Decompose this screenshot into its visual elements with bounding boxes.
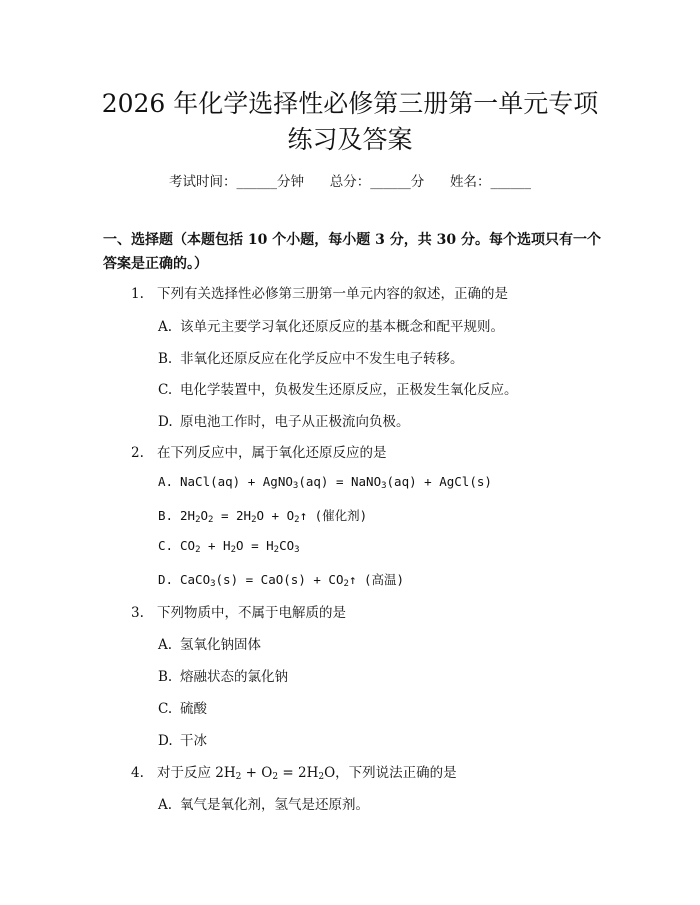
q1-option-a <box>158 315 504 335</box>
question-number: 3. <box>131 605 144 621</box>
option-text: 氧气是氧化剂，氢气是还原剂。 <box>180 797 369 813</box>
formula-part: (aq) = NaNO <box>298 474 382 489</box>
score-label: 总分： <box>329 174 371 190</box>
question-stem: 在下列反应中，属于氧化还原反应的是 <box>157 445 387 461</box>
formula-part: CaCO <box>180 572 211 587</box>
q1-option-b <box>158 347 464 367</box>
option-label: B. <box>158 351 173 367</box>
formula-subscript: 2 <box>230 545 237 555</box>
section-heading: 一、选择题（本题包括 10 个小题，每小题 3 分，共 30 分。每个选项只有一个答案是正确的。） <box>103 232 601 272</box>
name-label: 姓名： <box>450 174 491 190</box>
title-line-2: 练习及答案 <box>287 125 413 154</box>
q1-option-c <box>158 378 518 398</box>
formula-part: (s) = CaO(s) + CO <box>215 572 344 587</box>
q2-option-b <box>158 506 367 525</box>
option-label: D. <box>158 414 173 430</box>
question-stem-part: + O <box>241 765 273 781</box>
formula-subscript: 2 <box>343 579 349 589</box>
option-label: C. <box>158 701 173 717</box>
formula-subscript: 2 <box>318 772 325 782</box>
q3-option-a <box>158 633 261 653</box>
option-text: 原电池工作时，电子从正极流向负极。 <box>180 414 410 430</box>
question-stem-part: O，下列说法正确的是 <box>324 765 457 781</box>
q2-option-d <box>158 570 404 589</box>
question-number: 1. <box>131 286 144 302</box>
option-label: A. <box>158 319 173 335</box>
title-line-1: 2026 年化学选择性必修第三册第一单元专项 <box>101 89 599 118</box>
option-text: 电化学装置中，负极发生还原反应，正极发生氧化反应。 <box>180 382 518 398</box>
q3-option-b <box>158 665 288 685</box>
q3-option-c <box>158 697 207 717</box>
score-unit: 分 <box>410 174 425 190</box>
formula-subscript: 2 <box>273 545 280 555</box>
option-label: B. <box>158 508 174 523</box>
q3-option-d <box>158 729 207 749</box>
q2-option-a <box>158 474 492 491</box>
formula-part: CO <box>279 538 295 553</box>
formula-subscript: 2 <box>195 545 201 555</box>
question-number: 2. <box>131 445 144 461</box>
time-blank: ______ <box>236 174 277 190</box>
formula-part: NaCl(aq) + AgNO <box>180 474 293 489</box>
name-blank: ______ <box>490 174 531 190</box>
question-stem: 下列有关选择性必修第三册第一单元内容的叙述，正确的是 <box>157 286 508 302</box>
option-label: A. <box>158 637 173 653</box>
formula-part: O + O <box>256 508 295 523</box>
q4-option-a <box>158 793 369 813</box>
formula-subscript: 3 <box>210 579 216 589</box>
question-stem-part: = 2H <box>278 765 319 781</box>
q2-option-c <box>158 538 300 555</box>
formula-subscript: 2 <box>294 515 300 525</box>
option-label: D. <box>158 733 173 749</box>
time-unit: 分钟 <box>277 174 304 190</box>
question-number: 4. <box>131 765 144 781</box>
option-text: 熔融状态的氯化钠 <box>180 669 288 685</box>
option-text: 干冰 <box>180 733 207 749</box>
question-stem-part: 对于反应 2H <box>157 765 236 781</box>
formula-subscript: 2 <box>195 515 201 525</box>
formula-part: CO <box>180 538 196 553</box>
option-label: D. <box>158 572 174 587</box>
formula-subscript: 3 <box>294 545 300 555</box>
option-label: C. <box>158 538 174 553</box>
formula-subscript: 2 <box>208 515 214 525</box>
formula-part: O = H <box>236 538 274 553</box>
option-text: 该单元主要学习氧化还原反应的基本概念和配平规则。 <box>180 319 504 335</box>
exam-meta <box>0 170 700 190</box>
option-label: C. <box>158 382 173 398</box>
option-label: A. <box>158 797 173 813</box>
q1-option-d <box>158 410 410 430</box>
formula-part: + H <box>200 538 231 553</box>
question-2 <box>131 441 387 461</box>
option-label: A. <box>158 474 174 489</box>
formula-subscript: 2 <box>251 515 257 525</box>
formula-subscript: 3 <box>381 481 387 491</box>
score-blank: ______ <box>370 174 411 190</box>
option-label: B. <box>158 669 173 685</box>
page-title <box>60 86 640 158</box>
question-1 <box>131 282 508 302</box>
time-label: 考试时间： <box>169 174 237 190</box>
option-text: 硫酸 <box>180 701 207 717</box>
question-4 <box>131 761 457 782</box>
formula-part: (aq) + AgCl(s) <box>386 474 492 489</box>
option-text: 氢氧化钠固体 <box>180 637 261 653</box>
formula-subscript: 2 <box>235 772 242 782</box>
option-text: 非氧化还原反应在化学反应中不发生电子转移。 <box>180 351 464 367</box>
question-3 <box>131 601 346 621</box>
formula-part: 2H <box>180 508 196 523</box>
question-stem: 下列物质中，不属于电解质的是 <box>157 605 346 621</box>
formula-part: = 2H <box>213 508 252 523</box>
formula-subscript: 2 <box>272 772 279 782</box>
formula-part: O <box>200 508 209 523</box>
formula-subscript: 3 <box>292 481 299 491</box>
formula-part: ↑ (高温) <box>348 572 404 587</box>
formula-part: ↑ (催化剂) <box>299 508 368 523</box>
